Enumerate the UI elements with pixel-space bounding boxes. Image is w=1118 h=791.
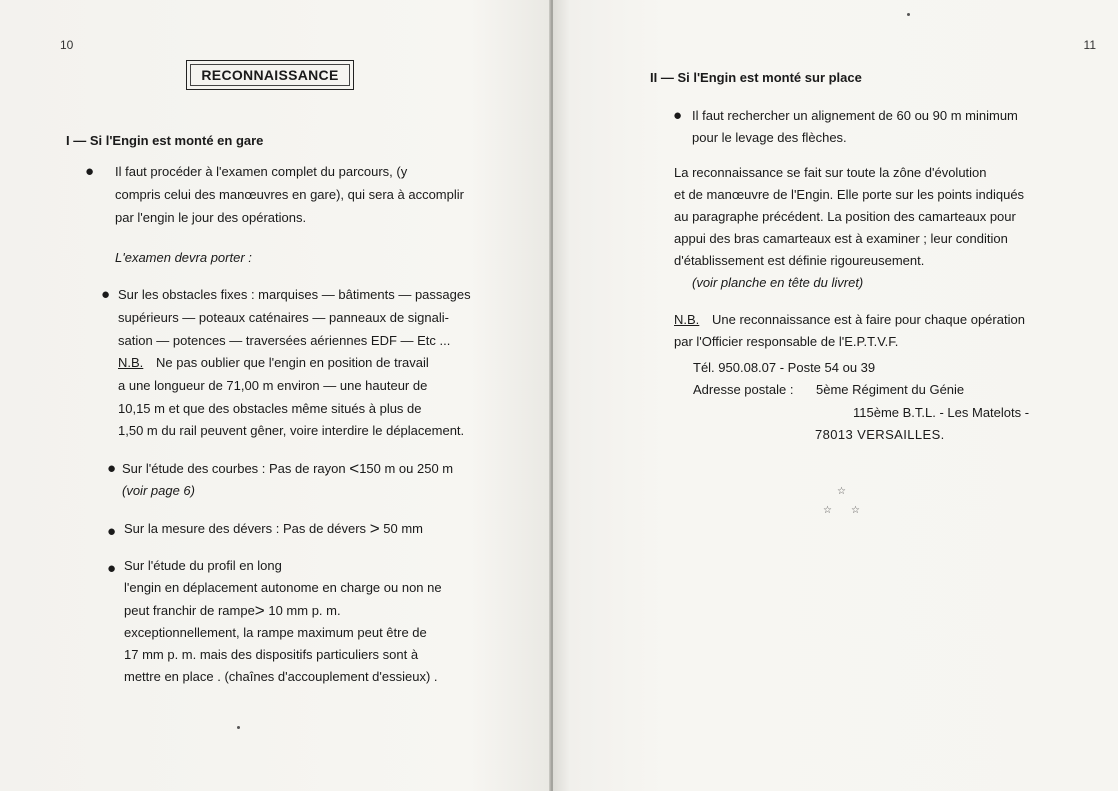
page-title: RECONNAISSANCE	[201, 67, 339, 83]
bullet-icon: ●	[107, 560, 117, 577]
obstacles-line: sation — potences — traversées aériennes EDF — Etc ...	[118, 333, 451, 348]
right-page	[553, 0, 1118, 791]
profil-line: l'engin en déplacement autonome en charge ou non ne	[124, 580, 442, 595]
nb2-line: Une reconnaissance est à faire pour chaque opération	[712, 312, 1025, 327]
nb-label: N.B.	[674, 312, 700, 327]
devers-line	[124, 518, 423, 540]
devers-text: Sur la mesure des dévers : Pas de dévers	[124, 521, 367, 536]
courbes-value: 150 m ou 250 m	[359, 461, 454, 476]
profil-value: 10 mm p. m.	[268, 603, 341, 618]
nb-label: N.B.	[118, 355, 144, 370]
greater-than-symbol: >	[369, 519, 380, 538]
star-icon: ☆	[851, 505, 860, 516]
para1-line: Il faut procéder à l'examen complet du parcours, (y	[115, 164, 408, 179]
address-line: 78013 VERSAILLES.	[815, 427, 945, 442]
nb2-line: par l'Officier responsable de l'E.P.T.V.F.	[674, 334, 899, 349]
profil-line	[124, 600, 341, 622]
bullet-icon: ●	[85, 163, 95, 180]
bullet-icon: ●	[673, 107, 683, 124]
obstacles-line: Sur les obstacles fixes : marquises — bâtiments — passages	[118, 287, 471, 302]
bullet-icon: ●	[101, 286, 111, 303]
page-number-right: 11	[1083, 38, 1096, 52]
profil-text: peut franchir de rampe	[124, 603, 255, 618]
left-page	[0, 0, 553, 791]
courbes-ref: (voir page 6)	[122, 483, 195, 498]
nb1-line: a une longueur de 71,00 m environ — une hauteur de	[118, 378, 428, 393]
align-line: Il faut rechercher un alignement de 60 ou 90 m minimum	[692, 108, 1018, 123]
bullet-icon: ●	[107, 460, 117, 477]
address-label: Adresse postale :	[693, 382, 794, 397]
planche-ref: (voir planche en tête du livret)	[692, 275, 864, 290]
address-line: 115ème B.T.L. - Les Matelots -	[853, 405, 1030, 420]
para1-line: par l'engin le jour des opérations.	[115, 210, 307, 225]
page-number-left: 10	[60, 38, 74, 52]
courbes-line	[122, 458, 453, 480]
obstacles-line: supérieurs — poteaux caténaires — panneaux de signali-	[118, 310, 449, 325]
greater-than-symbol: >	[254, 601, 265, 620]
bullet-icon: ●	[107, 523, 117, 540]
profil-line: mettre en place . (chaînes d'accouplement d'essieux) .	[124, 669, 438, 684]
section2-heading: II — Si l'Engin est monté sur place	[650, 70, 862, 85]
recon-line: La reconnaissance se fait sur toute la zône d'évolution	[674, 165, 987, 180]
section1-heading: I — Si l'Engin est monté en gare	[66, 133, 264, 148]
recon-line: et de manœuvre de l'Engin. Elle porte sur les points indiqués	[674, 187, 1025, 202]
profil-line: Sur l'étude du profil en long	[124, 558, 282, 573]
devers-value: 50 mm	[383, 521, 423, 536]
star-icon: ☆	[823, 505, 832, 516]
profil-line: 17 mm p. m. mais des dispositifs particuliers sont à	[124, 647, 419, 662]
recon-line: d'établissement est définie rigoureusement.	[674, 253, 925, 268]
profil-line: exceptionnellement, la rampe maximum peut être de	[124, 625, 427, 640]
align-line: pour le levage des flèches.	[692, 130, 847, 145]
recon-line: appui des bras camarteaux est à examiner ; leur condition	[674, 231, 1008, 246]
speck-mark	[907, 13, 910, 16]
nb1-line: Ne pas oublier que l'engin en position de travail	[156, 355, 429, 370]
speck-mark	[237, 726, 240, 729]
less-than-symbol: <	[349, 459, 360, 478]
exam-intro: L'examen devra porter :	[115, 250, 252, 265]
para1-line: compris celui des manœuvres en gare), qui sera à accomplir	[115, 187, 464, 202]
nb1-line: 1,50 m du rail peuvent gêner, voire interdire le déplacement.	[118, 423, 465, 438]
courbes-text: Sur l'étude des courbes : Pas de rayon	[122, 461, 346, 476]
title-box	[186, 60, 354, 90]
star-icon: ☆	[837, 486, 846, 497]
telephone: Tél. 950.08.07 - Poste 54 ou 39	[693, 360, 876, 375]
address-line: 5ème Régiment du Génie	[816, 382, 965, 397]
recon-line: au paragraphe précédent. La position des camarteaux pour	[674, 209, 1016, 224]
nb1-line: 10,15 m et que des obstacles même situés à plus de	[118, 401, 422, 416]
